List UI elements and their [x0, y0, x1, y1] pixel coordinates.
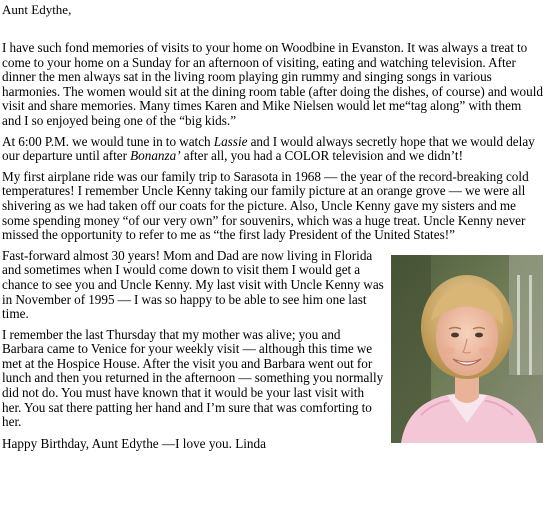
paragraph-television	[2, 135, 543, 164]
paragraph-television-text-a: At 6:00 P.M. we would tune in to watch	[2, 133, 214, 149]
show-title-lassie: Lassie	[213, 133, 248, 149]
paragraph-hospice: I remember the last Thursday that my mother was alive; you and Barbara came to Venice for your weekly visit — although this time we met at the Hospice House. After the visit you and Barbara went out for lunch and then you returned in the afternoon — something you normally did not do. You must have known that it would be your last visit with her. You sat there patting her hand and I’m sure that was comforting to her.	[2, 326, 384, 430]
paragraph-television-text-c: after all, you had a COLOR television and we didn’t!	[180, 148, 463, 164]
paragraph-florida: Fast-forward almost 30 years! Mom and Dad are now living in Florida and sometimes when I would come down to visit them I would get a chance to see you and Uncle Kenny. My last visit with Uncle Kenny was in November of 1995 — I was so happy to be able to see him one last time.	[2, 247, 384, 322]
closing-line: Happy Birthday, Aunt Edythe —I love you. Linda	[2, 435, 266, 451]
paragraph-memories: I have such fond memories of visits to your home on Woodbine in Evanston. It was always a treat to come to your home on a Sunday for an afternoon of visiting, eating and watching television. After dinner the men always sat in the living room playing gin rummy and singing songs in various harmonies. The women would sit at the dining room table (after doing the dishes, of course) and would visit and share memories. Many times Karen and Mike Nielsen would let me“tag along” with them and I so enjoyed being one of the “big kids.”	[2, 40, 543, 128]
portrait-photo	[391, 255, 543, 443]
salutation: Aunt Edythe,	[2, 2, 72, 17]
paragraph-television-text-b: and I would always secretly hope that we would delay our departure until after	[2, 133, 535, 164]
show-title-bonanza: Bonanza’	[130, 148, 181, 164]
paragraph-sarasota: My first airplane ride was our family trip to Sarasota in 1968 — the year of the record-breaking cold temperatures! I remember Uncle Kenny taking our family picture at an orange grove — we were all shivering as we had taken off our coats for the picture. Also, Uncle Kenny gave my sisters and me some spending money “of our very own” for souvenirs, which was a huge treat. Uncle Kenny never missed the opportunity to refer to me as “the first lady President of the United States!”	[2, 168, 529, 243]
